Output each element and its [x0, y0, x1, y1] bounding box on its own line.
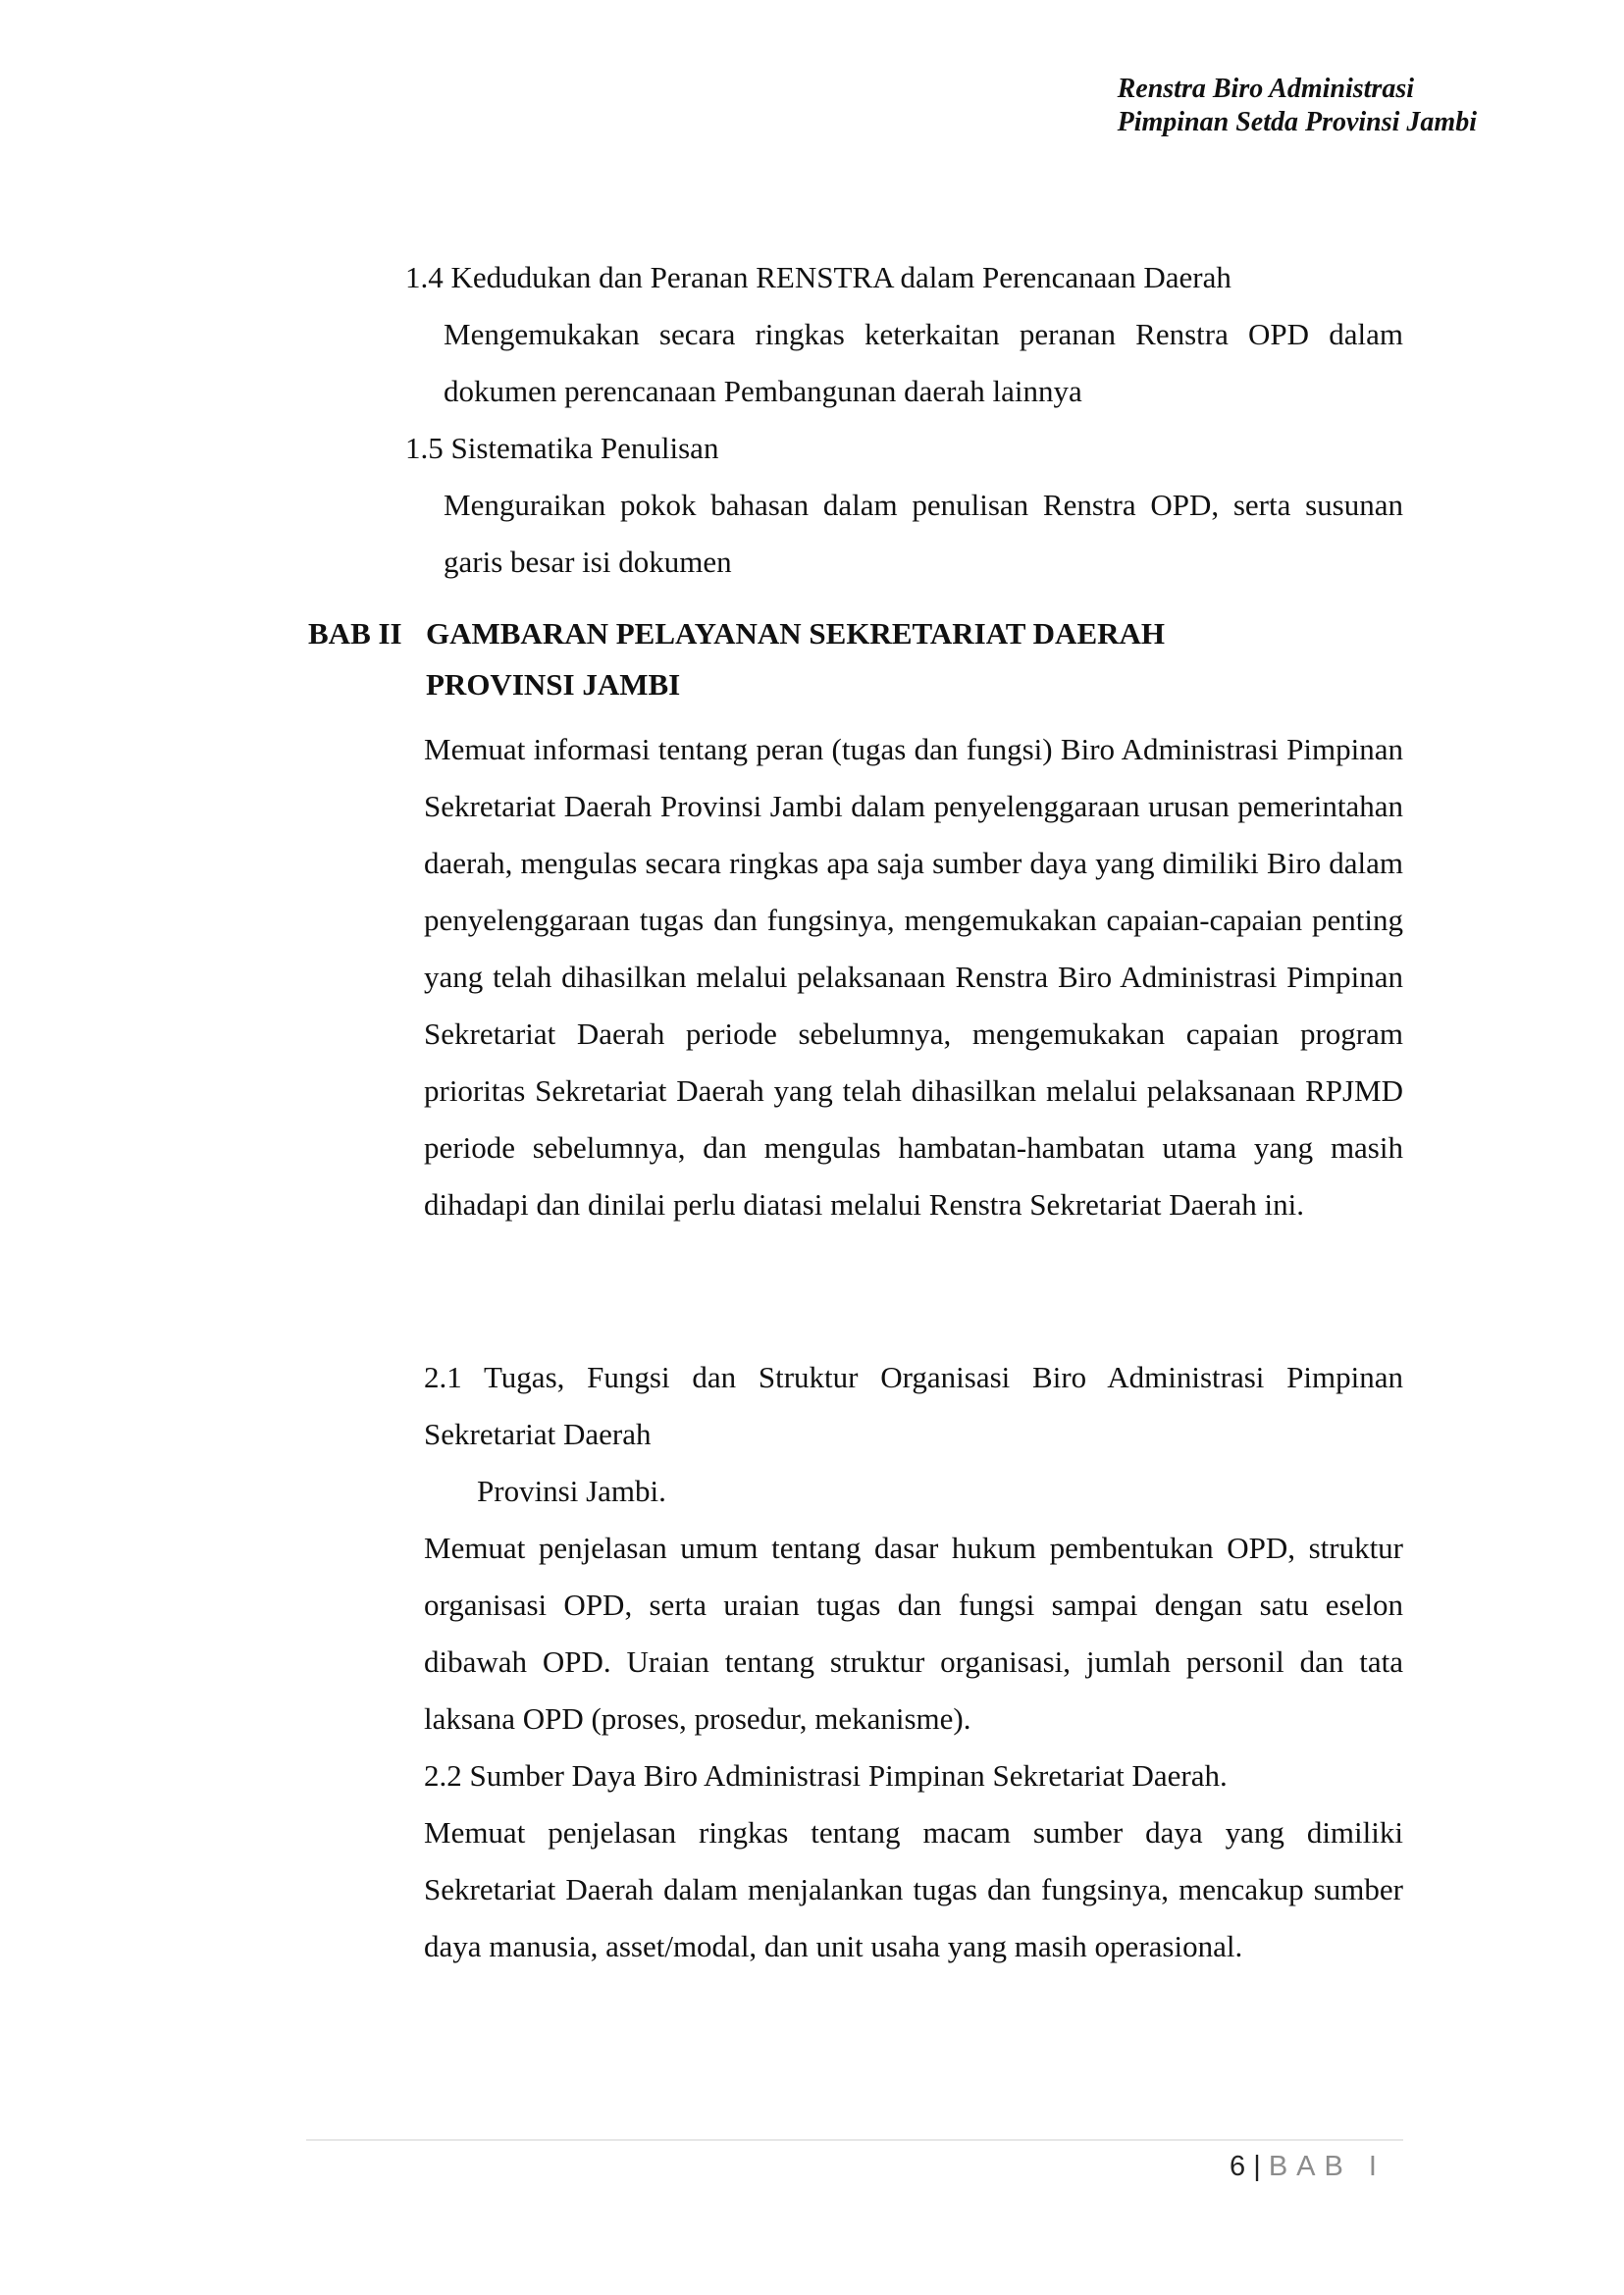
section-2-2-title: 2.2 Sumber Daya Biro Administrasi Pimpinan Sekretariat Daerah.: [424, 1758, 1228, 1793]
section-1-4-title: 1.4 Kedudukan dan Peranan RENSTRA dalam Perencanaan Daerah: [405, 260, 1231, 294]
section-2-1-body: Memuat penjelasan umum tentang dasar hukum pembentukan OPD, struktur organisasi OPD, serta uraian tugas dan fungsi sampai dengan satu eselon dibawah OPD. Uraian tentang struktur organisasi, jumlah personil dan tata laksana OPD (proses, prosedur, mekanisme).: [424, 1531, 1403, 1736]
page-number: 6: [1230, 2151, 1246, 2182]
footer-chapter-label: BAB I: [1268, 2151, 1386, 2182]
header-line-2: Pimpinan Setda Provinsi Jambi: [1117, 107, 1477, 137]
section-2-2-body: Memuat penjelasan ringkas tentang macam sumber daya yang dimiliki Sekretariat Daerah dalam menjalankan tugas dan fungsinya, mencakup sumber daya manusia, asset/modal, dan unit usaha yang masih operasional.: [424, 1815, 1403, 1963]
chapter-label: BAB II: [308, 616, 402, 651]
footer-divider: [306, 2139, 1403, 2141]
section-1-4-body: Mengemukakan secara ringkas keterkaitan peranan Renstra OPD dalam dokumen perencanaan Pembangunan daerah lainnya: [444, 317, 1403, 408]
chapter-title: [426, 608, 1407, 710]
chapter-intro-paragraph: Memuat informasi tentang peran (tugas dan fungsi) Biro Administrasi Pimpinan Sekretariat Daerah Provinsi Jambi dalam penyelenggaraan urusan pemerintahan daerah, mengulas secara ringkas apa saja sumber daya yang dimiliki Biro dalam penyelenggaraan tugas dan fungsinya, mengemukakan capaian-capaian penting yang telah dihasilkan melalui pelaksanaan Renstra Biro Administrasi Pimpinan Sekretariat Daerah periode sebelumnya, mengemukakan capaian program prioritas Sekretariat Daerah yang telah dihasilkan melalui pelaksanaan RPJMD periode sebelumnya, dan mengulas hambatan-hambatan utama yang masih dihadapi dan dinilai perlu diatasi melalui Renstra Sekretariat Daerah ini.: [424, 732, 1403, 1222]
chapter-title-line-2: PROVINSI JAMBI: [426, 667, 681, 702]
chapter-title-line-1: GAMBARAN PELAYANAN SEKRETARIAT DAERAH: [426, 616, 1166, 651]
page-footer: [1158, 2149, 1386, 2184]
section-2-1-title: 2.1 Tugas, Fungsi dan Struktur Organisasi Biro Administrasi Pimpinan Sekretariat Daerah: [424, 1360, 1403, 1451]
section-1-5-body: Menguraikan pokok bahasan dalam penulisan Renstra OPD, serta susunan garis besar isi dokumen: [444, 488, 1403, 579]
header-line-1: Renstra Biro Administrasi: [1117, 74, 1415, 104]
section-1-5-title: 1.5 Sistematika Penulisan: [405, 431, 719, 465]
running-header: [1118, 73, 1477, 139]
footer-separator: |: [1253, 2151, 1261, 2182]
section-2-1-title-continued: Provinsi Jambi.: [477, 1474, 666, 1508]
